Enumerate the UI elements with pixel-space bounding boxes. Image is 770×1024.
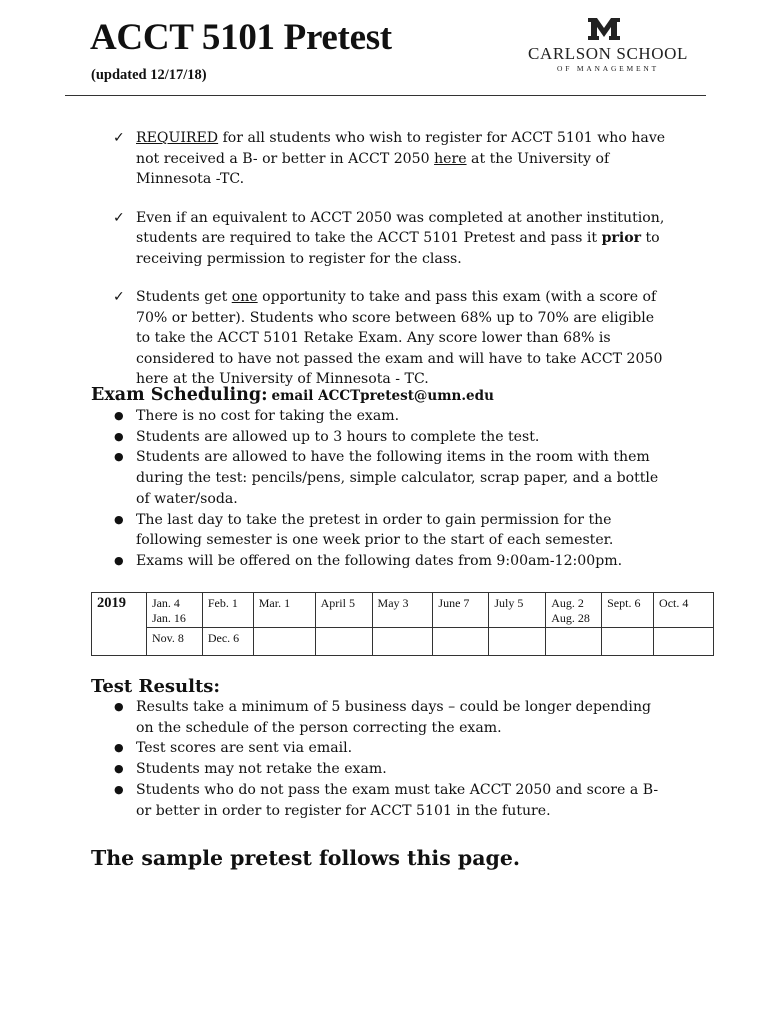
bullet-icon: ●	[114, 762, 124, 776]
date-cell: May 3	[372, 593, 433, 628]
email-contact[interactable]: email ACCTpretest@umn.edu	[271, 388, 494, 404]
exam-scheduling-list	[0, 406, 770, 572]
bullet-icon: ●	[114, 553, 124, 567]
list-item: ● Test scores are sent via email.	[0, 738, 666, 759]
test-results-heading: Test Results:	[91, 676, 221, 697]
requirement-item: ✓ Even if an equivalent to ACCT 2050 was completed at another institution, students are required to take the ACCT 5101 Pretest and pass it prior to receiving permission to register for the class.	[113, 209, 665, 267]
requirements-list	[0, 128, 770, 408]
bullet-icon: ●	[114, 741, 124, 755]
exam-scheduling-heading: Exam Scheduling: email ACCTpretest@umn.edu	[91, 385, 494, 405]
list-item: ● Exams will be offered on the following dates from 9:00am-12:00pm.	[0, 551, 666, 572]
list-item: ● Students are allowed to have the following items in the room with them during the test: pencils/pens, simple calculator, scrap paper, and a bottle of water/soda.	[114, 449, 659, 507]
carlson-school-logo	[528, 16, 688, 72]
checkmark-icon: ✓	[113, 289, 125, 305]
logo-management-line: OF MANAGEMENT	[556, 64, 660, 73]
date-cell	[489, 628, 546, 656]
list-item: ● Students who do not pass the exam must take ACCT 2050 and score a B- or better in order to register for ACCT 5101 in the future.	[114, 781, 659, 819]
table-row	[92, 593, 714, 628]
date-cell: Feb. 1	[202, 593, 253, 628]
date-cell	[433, 628, 489, 656]
list-item: ● There is no cost for taking the exam.	[0, 406, 666, 427]
date-cell	[253, 628, 315, 656]
date-cell: Nov. 8	[146, 628, 202, 656]
bullet-icon: ●	[114, 429, 124, 443]
checkmark-icon: ✓	[113, 130, 125, 146]
test-results-list	[0, 697, 770, 821]
logo-school-name: CARLSON SCHOOL	[528, 44, 689, 63]
sample-pretest-note: The sample pretest follows this page.	[91, 846, 521, 870]
list-item: ● Students may not retake the exam.	[0, 759, 666, 780]
list-item: ● Results take a minimum of 5 business days – could be longer depending on the schedule of the person correcting the exam.	[114, 699, 652, 736]
date-cell: Oct. 4	[654, 593, 714, 628]
requirement-item: ✓ Students get one opportunity to take and pass this exam (with a score of 70% or better). Students who score between 68% up to 70% are eligible to take the ACCT 5101 Retake Exam. Any score lower than 68% is considered to have not passed the exam and will have to take ACCT 2050 here at the University of Minnesota - TC.	[113, 289, 663, 387]
date-cell: April 5	[315, 593, 372, 628]
bullet-icon: ●	[114, 700, 124, 713]
list-item: ● The last day to take the pretest in order to gain permission for the following semester is one week prior to the start of each semester.	[114, 511, 614, 549]
updated-date: (updated 12/17/18)	[91, 67, 207, 83]
date-cell	[372, 628, 433, 656]
date-cell: Sept. 6	[602, 593, 654, 628]
page-header	[0, 0, 770, 100]
date-cell	[546, 628, 602, 656]
university-m-icon	[584, 16, 624, 42]
bullet-icon: ●	[114, 450, 124, 464]
year-cell: 2019	[92, 593, 147, 656]
date-cell: Dec. 6	[202, 628, 253, 656]
checkmark-icon: ✓	[113, 209, 125, 226]
date-cell	[315, 628, 372, 656]
bullet-icon: ●	[114, 782, 124, 796]
requirement-item: ✓ REQUIRED for all students who wish to register for ACCT 5101 who have not received a B- or better in ACCT 2050 here at the University of Minnesota -TC.	[113, 130, 666, 187]
date-cell	[602, 628, 654, 656]
date-cell: Aug. 2 Aug. 28	[546, 593, 602, 628]
bullet-icon: ●	[114, 512, 124, 526]
date-cell: July 5	[489, 593, 546, 628]
here-link[interactable]: here	[434, 150, 467, 167]
list-item: ● Students are allowed up to 3 hours to complete the test.	[0, 427, 666, 448]
date-cell	[654, 628, 714, 656]
date-cell: Jan. 4 Jan. 16	[146, 593, 202, 628]
bullet-icon: ●	[114, 409, 124, 422]
date-cell: June 7	[433, 593, 489, 628]
date-cell: Mar. 1	[253, 593, 315, 628]
prior-emphasis: prior	[601, 230, 642, 246]
exam-dates-table	[91, 592, 714, 656]
one-emphasis: one	[231, 289, 258, 305]
required-link[interactable]: REQUIRED	[136, 130, 219, 146]
table-row	[92, 628, 714, 656]
page-title: ACCT 5101 Pretest	[90, 17, 392, 58]
header-divider	[65, 95, 706, 96]
